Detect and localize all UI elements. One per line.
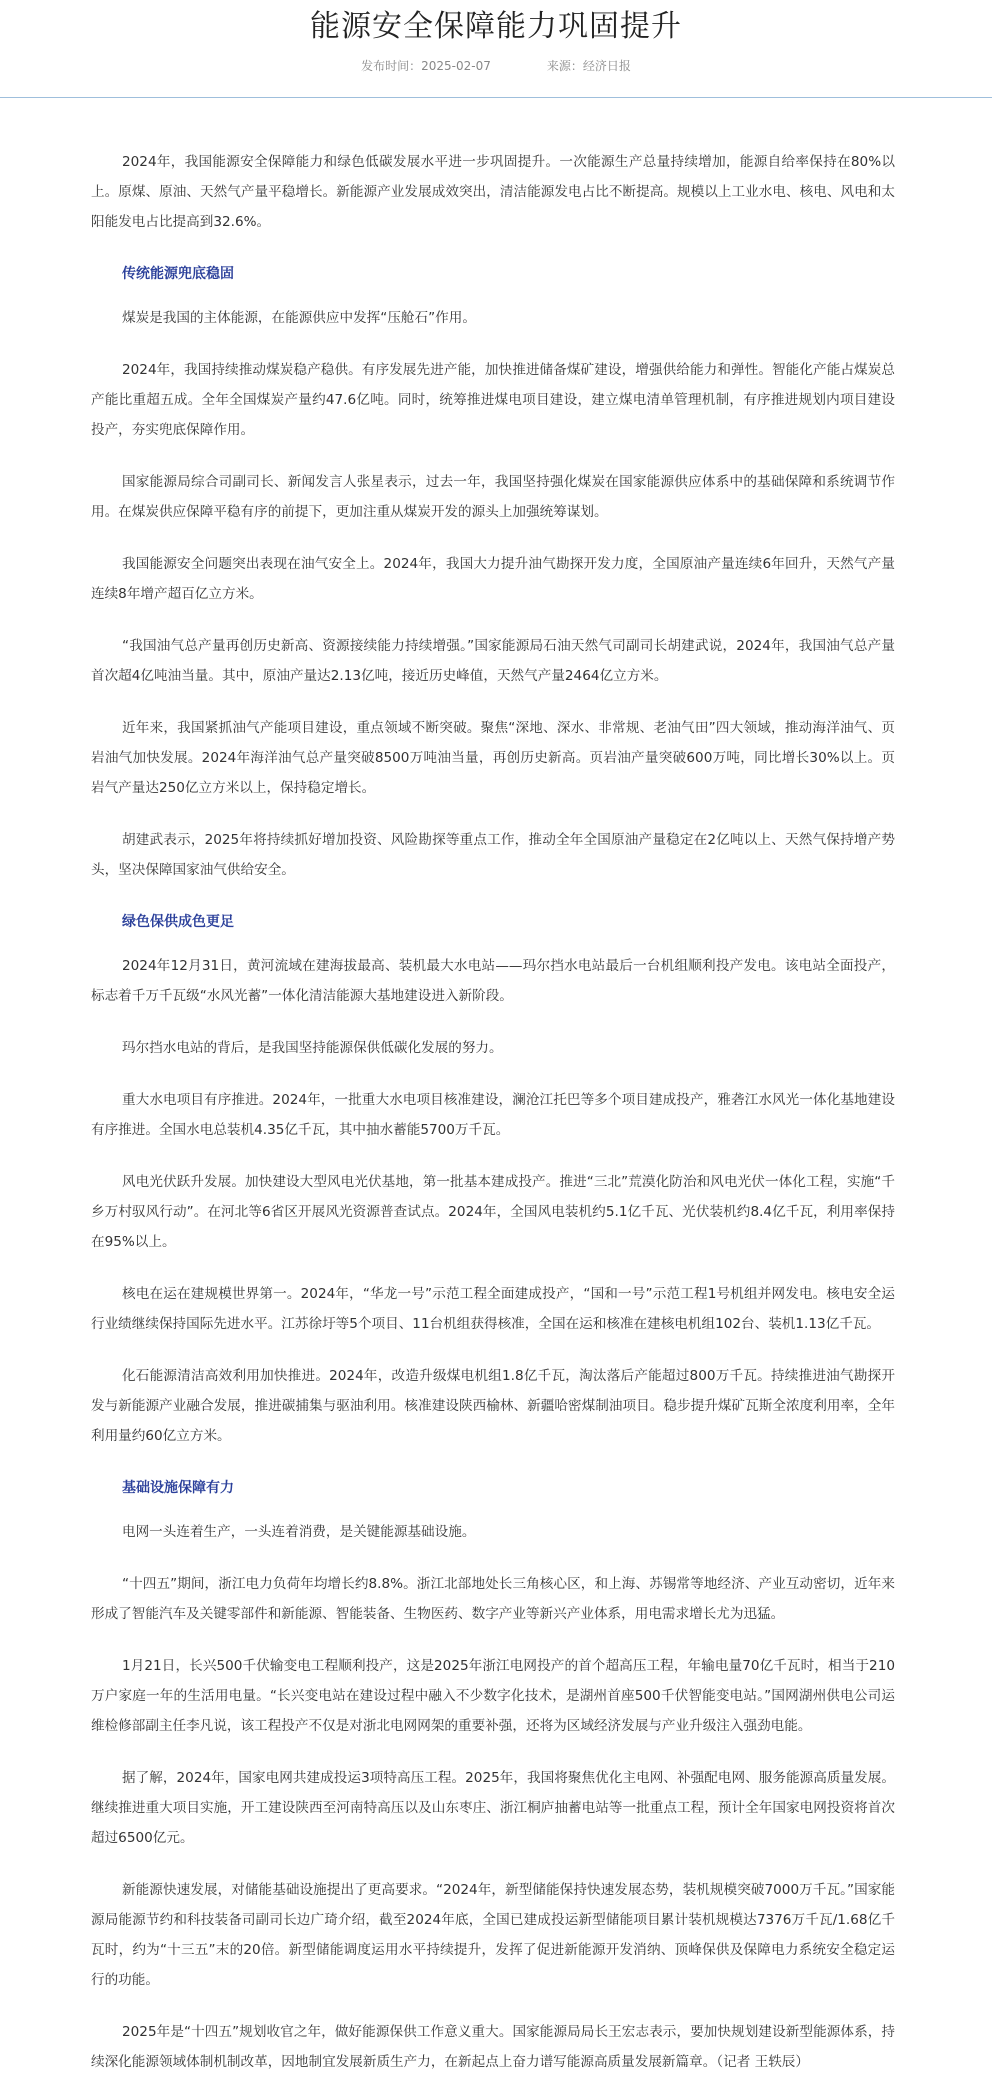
- publish-time: 发布时间：2025-02-07: [361, 59, 491, 73]
- paragraph: 核电在运在建规模世界第一。2024年，“华龙一号”示范工程全面建成投产，“国和一号”示范工程1号机组并网发电。核电安全运行业绩继续保持国际先进水平。江苏徐圩等5个项目、11台机组获得核准，全国在运和核准在建核电机组102台、装机1.13亿千瓦。: [91, 1286, 895, 1332]
- article-title: 能源安全保障能力巩固提升: [310, 9, 682, 44]
- paragraph: 风电光伏跃升发展。加快建设大型风电光伏基地，第一批基本建成投产。推进“三北”荒漠化防治和风电光伏一体化工程，实施“千乡万村驭风行动”。在河北等6省区开展风光资源普查试点。2024年，全国风电装机约5.1亿千瓦、光伏装机约8.4亿千瓦，利用率保持在95%以上。: [91, 1174, 895, 1250]
- paragraph: 2025年是“十四五”规划收官之年，做好能源保供工作意义重大。国家能源局局长王宏志表示，要加快规划建设新型能源体系，持续深化能源领域体制机制改革，因地制宜发展新质生产力，在新起点上奋力谱写能源高质量发展新篇章。（记者 王轶辰）: [91, 2024, 895, 2070]
- paragraph: 玛尔挡水电站的背后，是我国坚持能源保供低碳化发展的努力。: [122, 1040, 503, 1056]
- paragraph: 化石能源清洁高效利用加快推进。2024年，改造升级煤电机组1.8亿千瓦，淘汰落后产能超过800万千瓦。持续推进油气勘探开发与新能源产业融合发展，推进碳捕集与驱油利用。核准建设陕西榆林、新疆哈密煤制油项目。稳步提升煤矿瓦斯全浓度利用率，全年利用量约60亿立方米。: [91, 1368, 895, 1444]
- paragraph: 据了解，2024年，国家电网共建成投运3项特高压工程。2025年，我国将聚焦优化主电网、补强配电网、服务能源高质量发展。继续推进重大项目实施，开工建设陕西至河南特高压以及山东枣庄、浙江桐庐抽蓄电站等一批重点工程，预计全年国家电网投资将首次超过6500亿元。: [91, 1770, 895, 1846]
- paragraph: 重大水电项目有序推进。2024年，一批重大水电项目核准建设，澜沧江托巴等多个项目建成投产，雅砻江水风光一体化基地建设有序推进。全国水电总装机4.35亿千瓦，其中抽水蓄能5700万千瓦。: [91, 1092, 895, 1138]
- section-heading-traditional-energy: 传统能源兜底稳固: [122, 266, 234, 282]
- paragraph: 2024年12月31日，黄河流域在建海拔最高、装机最大水电站——玛尔挡水电站最后一台机组顺利投产发电。该电站全面投产，标志着千万千瓦级“水风光蓄”一体化清洁能源大基地建设进入新阶段。: [91, 958, 895, 1004]
- paragraph: 我国能源安全问题突出表现在油气安全上。2024年，我国大力提升油气勘探开发力度，全国原油产量连续6年回升，天然气产量连续8年增产超百亿立方米。: [91, 556, 895, 602]
- paragraph: 新能源快速发展，对储能基础设施提出了更高要求。“2024年，新型储能保持快速发展态势，装机规模突破7000万千瓦。”国家能源局能源节约和科技装备司副司长边广琦介绍，截至2024年底，全国已建成投运新型储能项目累计装机规模达7376万千瓦/1.68亿千瓦时，约为“十三五”末的20倍。新型储能调度运用水平持续提升，发挥了促进新能源开发消纳、顶峰保供及保障电力系统安全稳定运行的功能。: [91, 1882, 895, 1988]
- article-body: [91, 147, 895, 2099]
- section-heading-green-supply: 绿色保供成色更足: [122, 914, 234, 930]
- intro-paragraph: 2024年，我国能源安全保障能力和绿色低碳发展水平进一步巩固提升。一次能源生产总量持续增加，能源自给率保持在80%以上。原煤、原油、天然气产量平稳增长。新能源产业发展成效突出，清洁能源发电占比不断提高。规模以上工业水电、核电、风电和太阳能发电占比提高到32.6%。: [91, 154, 895, 230]
- article-source: 来源：经济日报: [546, 59, 631, 73]
- paragraph: 1月21日，长兴500千伏输变电工程顺利投产，这是2025年浙江电网投产的首个超高压工程，年输电量70亿千瓦时，相当于210万户家庭一年的生活用电量。“长兴变电站在建设过程中融入不少数字化技术，是湖州首座500千伏智能变电站。”国网湖州供电公司运维检修部副主任李凡说，该工程投产不仅是对浙北电网网架的重要补强，还将为区域经济发展与产业升级注入强劲电能。: [91, 1658, 895, 1734]
- paragraph: 国家能源局综合司副司长、新闻发言人张星表示，过去一年，我国坚持强化煤炭在国家能源供应体系中的基础保障和系统调节作用。在煤炭供应保障平稳有序的前提下，更加注重从煤炭开发的源头上加强统筹谋划。: [91, 474, 895, 520]
- paragraph: 近年来，我国紧抓油气产能项目建设，重点领域不断突破。聚焦“深地、深水、非常规、老油气田”四大领域，推动海洋油气、页岩油气加快发展。2024年海洋油气总产量突破8500万吨油当量，再创历史新高。页岩油产量突破600万吨，同比增长30%以上。页岩气产量达250亿立方米以上，保持稳定增长。: [91, 720, 895, 796]
- paragraph: 电网一头连着生产，一头连着消费，是关键能源基础设施。: [122, 1524, 476, 1540]
- paragraph: 煤炭是我国的主体能源，在能源供应中发挥“压舱石”作用。: [122, 310, 476, 326]
- paragraph: 胡建武表示，2025年将持续抓好增加投资、风险勘探等重点工作，推动全年全国原油产量稳定在2亿吨以上、天然气保持增产势头，坚决保障国家油气供给安全。: [91, 832, 895, 878]
- article-header: [0, 0, 992, 98]
- section-heading-infrastructure: 基础设施保障有力: [122, 1480, 234, 1496]
- article-meta: [0, 58, 992, 74]
- paragraph: 2024年，我国持续推动煤炭稳产稳供。有序发展先进产能，加快推进储备煤矿建设，增强供给能力和弹性。智能化产能占煤炭总产能比重超五成。全年全国煤炭产量约47.6亿吨。同时，统筹推进煤电项目建设，建立煤电清单管理机制，有序推进规划内项目建设投产，夯实兜底保障作用。: [91, 362, 895, 438]
- paragraph: “我国油气总产量再创历史新高、资源接续能力持续增强。”国家能源局石油天然气司副司长胡建武说，2024年，我国油气总产量首次超4亿吨油当量。其中，原油产量达2.13亿吨，接近历史峰值，天然气产量2464亿立方米。: [91, 638, 895, 684]
- paragraph: “十四五”期间，浙江电力负荷年均增长约8.8%。浙江北部地处长三角核心区，和上海、苏锡常等地经济、产业互动密切，近年来形成了智能汽车及关键零部件和新能源、智能装备、生物医药、数字产业等新兴产业体系，用电需求增长尤为迅猛。: [91, 1576, 895, 1622]
